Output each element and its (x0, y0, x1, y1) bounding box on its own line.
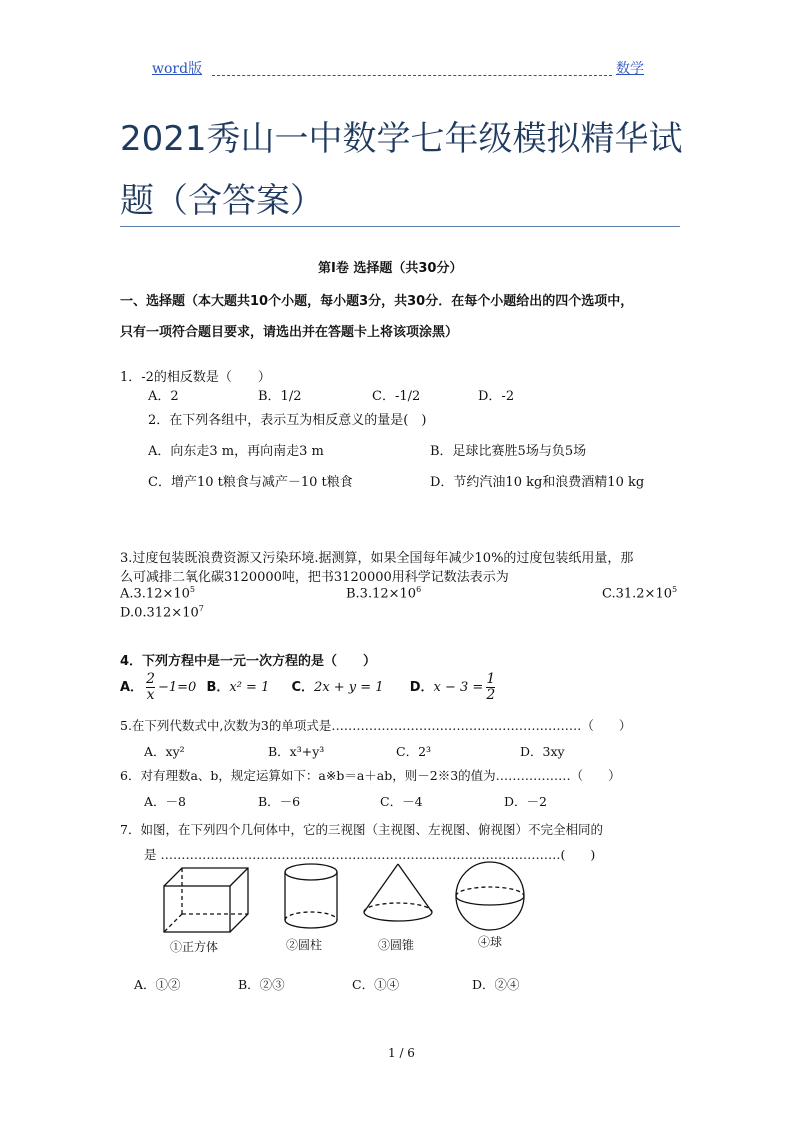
q3-option-d: $D.0.312\times 10^7$ (120, 604, 204, 621)
q5-stem: 5.在下列代数式中,次数为3的单项式是……………………………………………………（ ） (120, 718, 632, 733)
q4-stem: 4．下列方程中是一元一次方程的是（ ） (120, 654, 377, 669)
sphere-shape (456, 862, 524, 930)
header-left: word版 (152, 61, 203, 77)
figure-label-cone: ③圆锥 (378, 938, 415, 952)
q2-option-b: B．足球比赛胜5场与负5场 (430, 444, 587, 459)
q2-option-d: D．节约汽油10 kg和浪费酒精10 kg (430, 475, 645, 490)
section-instructions-line1: 一、选择题（本大题共10个小题，每小题3分，共30分．在每个小题给出的四个选项中， (120, 294, 634, 309)
q4-options: A． $\frac{2}{x}$ −1=0 B．x² = 1 C．2x + y = 1 D．x − 3 = $\frac{1}{2}$ (120, 671, 496, 703)
figure-label-sphere: ④球 (478, 935, 503, 949)
q3-line2: 么可减排二氧化碳3120000吨，把书3120000用科学记数法表示为 (120, 570, 509, 585)
title-rule (120, 226, 680, 227)
header-right: 数学 (616, 61, 644, 77)
q2-option-a: A．向东走3 m，再向南走3 m (148, 444, 324, 459)
cylinder-shape (285, 864, 337, 928)
q1-option-a: A．2 (148, 389, 179, 404)
q6-option-d: D．－2 (504, 794, 547, 809)
q1-stem: 1．-2的相反数是（ ） (120, 370, 271, 385)
q6-option-c: C．－4 (380, 794, 423, 809)
document-title: 2021秀山一中数学七年级模拟精华试题（含答案） (120, 119, 683, 221)
cone-shape (364, 864, 432, 921)
q7-line2: 是 ……………………………………………………………………………………( ) (144, 847, 596, 862)
q7-option-d: D．②④ (472, 977, 520, 992)
figure-label-cube: ①正方体 (170, 940, 219, 954)
header-divider (212, 75, 612, 76)
q3-option-b: $B.3.12\times 10^6$ (346, 585, 422, 602)
q1-option-d: D．-2 (478, 389, 515, 404)
q5-option-b: B．x³+y³ (268, 744, 325, 759)
section-instructions-line2: 只有一项符合题目要求，请选出并在答题卡上将该项涂黑） (120, 325, 459, 340)
q2-stem: 2．在下列各组中，表示互为相反意义的量是( ) (148, 413, 427, 428)
q6-option-a: A．－8 (144, 794, 186, 809)
q7-line1: 7．如图，在下列四个几何体中，它的三视图（主视图、左视图、俯视图）不完全相同的 (120, 822, 603, 837)
q3-option-a: $A.3.12\times 10^5$ (120, 585, 195, 602)
q6-stem: 6．对有理数a、b，规定运算如下：a※b＝a＋ab，则－2※3的值为………………（ ） (120, 768, 621, 783)
q2-option-c: C．增产10 t粮食与减产－10 t粮食 (148, 475, 353, 490)
q5-option-a: A．xy² (144, 744, 185, 759)
q5-option-c: C．2³ (396, 744, 432, 759)
q7-option-c: C．①④ (352, 977, 400, 992)
figure-label-cylinder: ②圆柱 (286, 938, 323, 952)
q5-option-d: D．3xy (520, 744, 565, 759)
q3-line1: 3.过度包装既浪费资源又污染环境.据测算，如果全国每年减少10%的过度包装纸用量，那 (120, 551, 634, 566)
q1-option-c: C．-1/2 (372, 389, 421, 404)
page-number: 1 / 6 (388, 1046, 415, 1060)
solids-figure (150, 858, 550, 936)
part-title: 第Ⅰ卷 选择题（共30分） (318, 261, 463, 276)
q7-option-b: B．②③ (238, 977, 285, 992)
q1-option-b: B．1/2 (258, 389, 302, 404)
q7-option-a: A．①② (134, 977, 181, 992)
cube-shape (164, 868, 248, 932)
q3-option-c: $C.31.2\times 10^5$ (602, 585, 678, 602)
q6-option-b: B．－6 (258, 794, 301, 809)
